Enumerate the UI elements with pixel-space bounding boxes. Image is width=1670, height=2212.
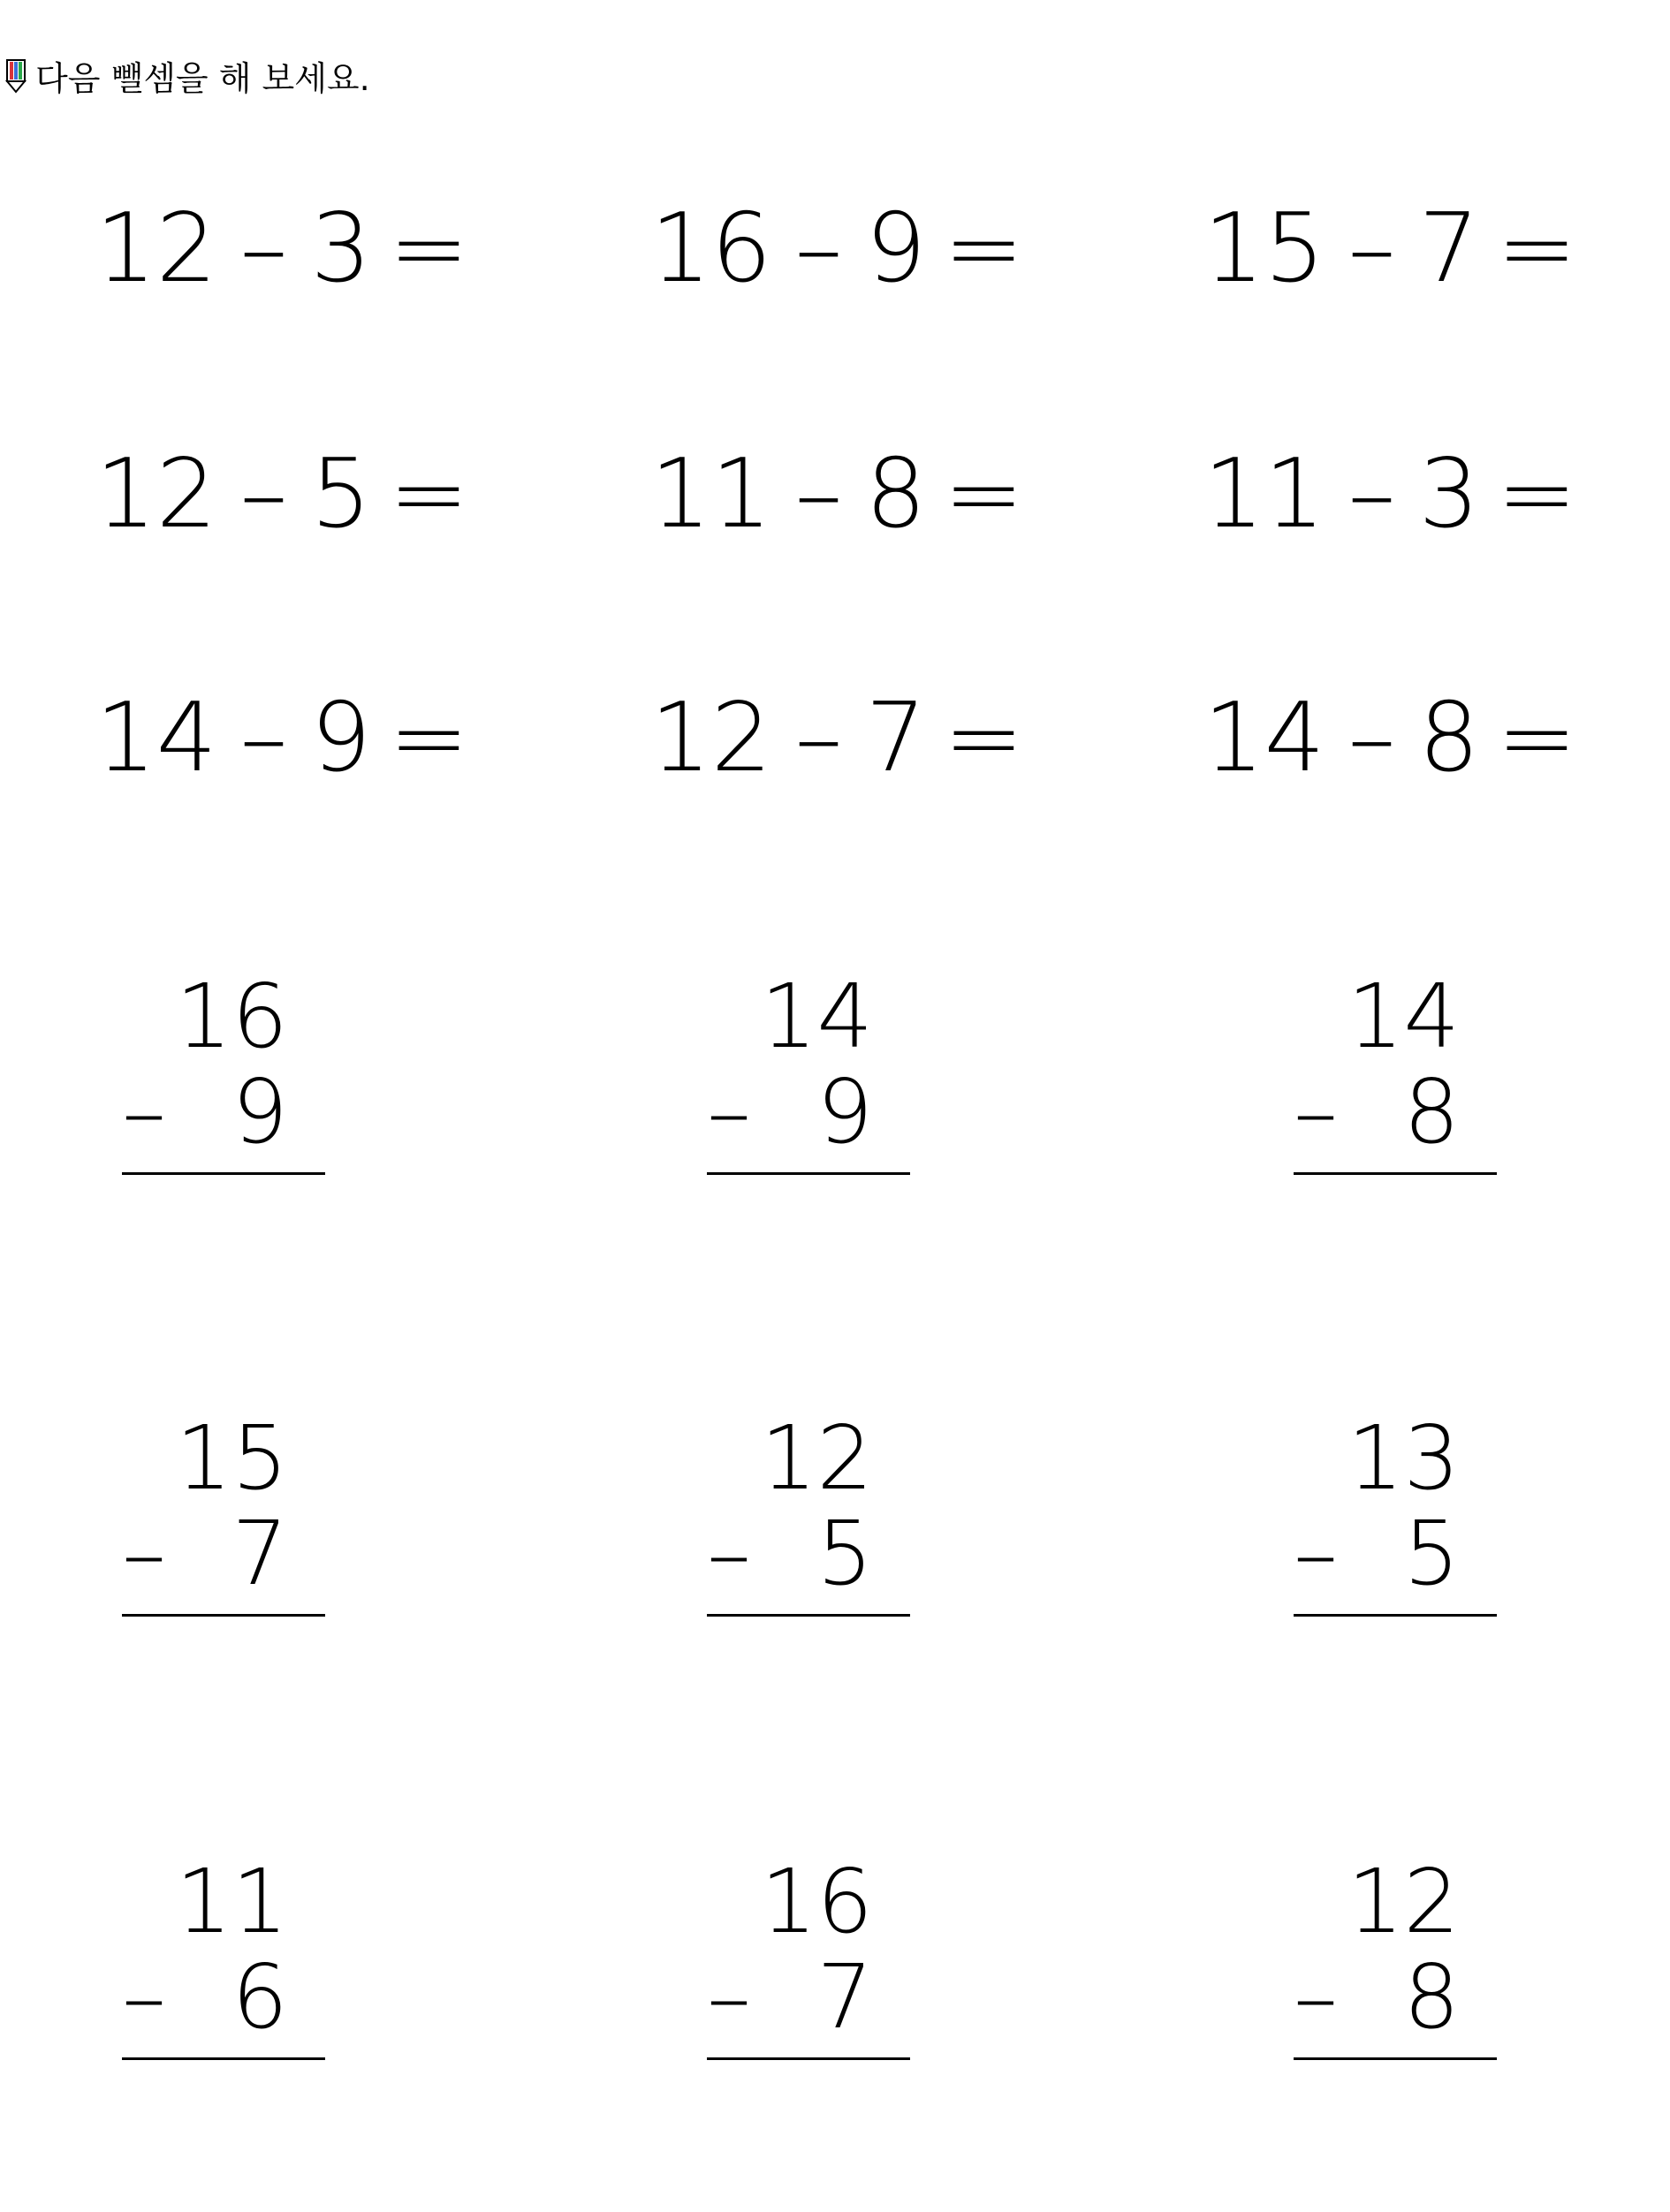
minuend: 16	[175, 965, 288, 1068]
horizontal-problem	[1203, 193, 1663, 304]
minuend: 12	[95, 193, 217, 304]
minuend: 12	[95, 439, 217, 549]
minuend: 14	[760, 965, 873, 1068]
minuend: 12	[760, 1406, 873, 1510]
equals-sign: =	[1497, 683, 1577, 793]
answer-line	[122, 2057, 325, 2060]
minuend: 11	[1203, 439, 1325, 549]
horizontal-problem	[650, 439, 1110, 549]
minus-sign: –	[122, 1945, 166, 2049]
minus-sign: –	[1347, 439, 1396, 549]
answer-line	[122, 1172, 325, 1175]
equals-sign: =	[944, 683, 1024, 793]
subtrahend: 5	[816, 1502, 873, 1605]
subtrahend: 7	[1418, 193, 1480, 304]
instruction-text: 다음 뺄셈을 해 보세요.	[35, 59, 370, 98]
vertical-problem	[707, 965, 910, 1163]
answer-line	[122, 1614, 325, 1617]
horizontal-problems	[0, 0, 1670, 883]
minus-sign: –	[1294, 1945, 1338, 2049]
subtrahend: 9	[232, 1060, 288, 1163]
subtrahend: 8	[865, 439, 927, 549]
minus-sign: –	[1294, 1502, 1338, 1605]
subtrahend: 7	[865, 683, 927, 793]
horizontal-problem	[95, 193, 555, 304]
minus-sign: –	[707, 1502, 751, 1605]
minuend: 15	[1203, 193, 1325, 304]
minus-sign: –	[122, 1502, 166, 1605]
vertical-problem	[1294, 1406, 1497, 1605]
minus-sign: –	[239, 683, 288, 793]
minus-sign: –	[239, 193, 288, 304]
equals-sign: =	[1497, 439, 1577, 549]
minus-sign: –	[794, 439, 843, 549]
minuend: 12	[650, 683, 772, 793]
equals-sign: =	[389, 439, 469, 549]
minuend: 14	[95, 683, 217, 793]
equals-sign: =	[944, 439, 1024, 549]
vertical-problem	[707, 1406, 910, 1605]
equals-sign: =	[389, 193, 469, 304]
minuend: 14	[1347, 965, 1460, 1068]
minus-sign: –	[707, 1060, 751, 1163]
answer-line	[1294, 1172, 1497, 1175]
answer-line	[707, 2057, 910, 2060]
minus-sign: –	[1347, 193, 1396, 304]
minus-sign: –	[794, 193, 843, 304]
minus-sign: –	[1294, 1060, 1338, 1163]
minuend: 11	[650, 439, 772, 549]
subtrahend: 3	[1418, 439, 1480, 549]
vertical-problem	[707, 1850, 910, 2049]
minus-sign: –	[794, 683, 843, 793]
minuend: 15	[175, 1406, 288, 1510]
minuend: 11	[175, 1850, 288, 1953]
subtrahend: 9	[310, 683, 372, 793]
equals-sign: =	[389, 683, 469, 793]
horizontal-problem	[650, 683, 1110, 793]
subtrahend: 8	[1418, 683, 1480, 793]
horizontal-problem	[1203, 683, 1663, 793]
subtrahend: 9	[865, 193, 927, 304]
subtrahend: 8	[1403, 1060, 1460, 1163]
subtrahend: 5	[1403, 1502, 1460, 1605]
horizontal-problem	[650, 193, 1110, 304]
subtrahend: 6	[232, 1945, 288, 2049]
vertical-problem	[1294, 1850, 1497, 2049]
vertical-problem	[122, 1850, 325, 2049]
subtrahend: 7	[232, 1502, 288, 1605]
answer-line	[1294, 1614, 1497, 1617]
minuend: 14	[1203, 683, 1325, 793]
subtrahend: 9	[816, 1060, 873, 1163]
vertical-problem	[122, 1406, 325, 1605]
subtrahend: 8	[1403, 1945, 1460, 2049]
subtrahend: 3	[310, 193, 372, 304]
minuend: 16	[650, 193, 772, 304]
answer-line	[707, 1614, 910, 1617]
horizontal-problem	[95, 683, 555, 793]
minuend: 12	[1347, 1850, 1460, 1953]
minuend: 13	[1347, 1406, 1460, 1510]
minuend: 16	[760, 1850, 873, 1953]
minus-sign: –	[707, 1945, 751, 2049]
answer-line	[707, 1172, 910, 1175]
horizontal-problem	[95, 439, 555, 549]
minus-sign: –	[239, 439, 288, 549]
subtrahend: 5	[310, 439, 372, 549]
subtrahend: 7	[816, 1945, 873, 2049]
equals-sign: =	[944, 193, 1024, 304]
vertical-problem	[122, 965, 325, 1163]
horizontal-problem	[1203, 439, 1663, 549]
vertical-problem	[1294, 965, 1497, 1163]
answer-line	[1294, 2057, 1497, 2060]
minus-sign: –	[122, 1060, 166, 1163]
equals-sign: =	[1497, 193, 1577, 304]
minus-sign: –	[1347, 683, 1396, 793]
